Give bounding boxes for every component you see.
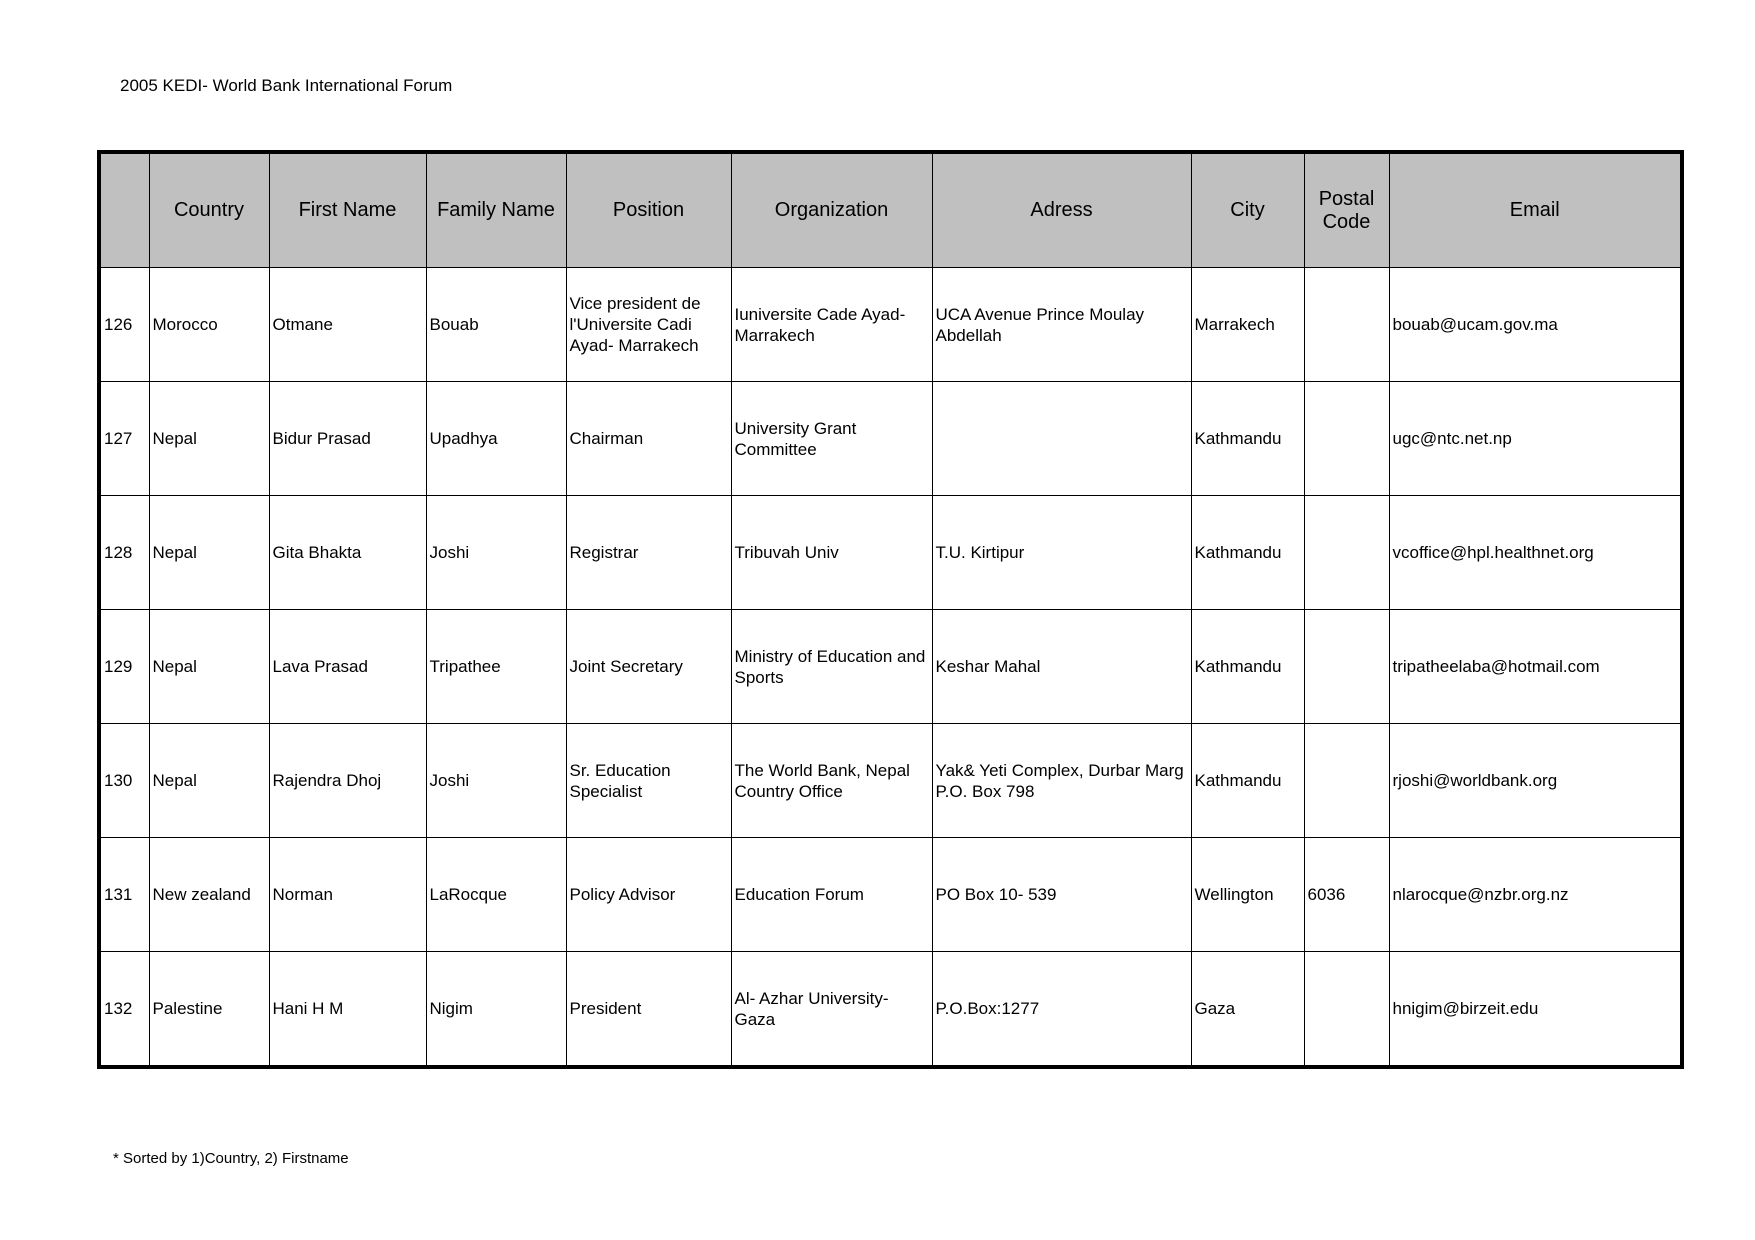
email-cell: tripatheelaba@hotmail.com	[1389, 610, 1682, 724]
organization-cell: Tribuvah Univ	[731, 496, 932, 610]
postal-code-cell	[1304, 724, 1389, 838]
postal-code-cell	[1304, 496, 1389, 610]
position-cell: Sr. Education Specialist	[566, 724, 731, 838]
address-cell: P.O.Box:1277	[932, 952, 1191, 1068]
city-cell: Kathmandu	[1191, 610, 1304, 724]
column-header-organization: Organization	[731, 152, 932, 268]
column-header-family-name: Family Name	[426, 152, 566, 268]
family-name-cell: LaRocque	[426, 838, 566, 952]
column-header-position: Position	[566, 152, 731, 268]
organization-cell: Iuniversite Cade Ayad- Marrakech	[731, 268, 932, 382]
position-cell: President	[566, 952, 731, 1068]
column-header-address: Adress	[932, 152, 1191, 268]
family-name-cell: Tripathee	[426, 610, 566, 724]
column-header-country: Country	[149, 152, 269, 268]
column-header-number	[99, 152, 149, 268]
address-cell	[932, 382, 1191, 496]
country-cell: Nepal	[149, 610, 269, 724]
row-number: 130	[99, 724, 149, 838]
country-cell: Nepal	[149, 496, 269, 610]
family-name-cell: Joshi	[426, 724, 566, 838]
table-row	[99, 610, 1682, 724]
table-row	[99, 382, 1682, 496]
city-cell: Kathmandu	[1191, 382, 1304, 496]
email-cell: vcoffice@hpl.healthnet.org	[1389, 496, 1682, 610]
address-cell: UCA Avenue Prince Moulay Abdellah	[932, 268, 1191, 382]
participant-table	[97, 150, 1684, 1069]
family-name-cell: Nigim	[426, 952, 566, 1068]
document-header-title: 2005 KEDI- World Bank International Forum	[120, 76, 453, 95]
postal-code-cell	[1304, 382, 1389, 496]
city-cell: Kathmandu	[1191, 496, 1304, 610]
organization-cell: The World Bank, Nepal Country Office	[731, 724, 932, 838]
first-name-cell: Gita Bhakta	[269, 496, 426, 610]
city-cell: Wellington	[1191, 838, 1304, 952]
position-cell: Registrar	[566, 496, 731, 610]
country-cell: Palestine	[149, 952, 269, 1068]
row-number: 129	[99, 610, 149, 724]
country-cell: Nepal	[149, 382, 269, 496]
column-header-postal-code: Postal Code	[1304, 152, 1389, 268]
email-cell: ugc@ntc.net.np	[1389, 382, 1682, 496]
column-header-email: Email	[1389, 152, 1682, 268]
footnote: * Sorted by 1)Country, 2) Firstname	[113, 1150, 349, 1167]
address-cell: Keshar Mahal	[932, 610, 1191, 724]
city-cell: Kathmandu	[1191, 724, 1304, 838]
organization-cell: Al- Azhar University- Gaza	[731, 952, 932, 1068]
row-number: 127	[99, 382, 149, 496]
address-cell: T.U. Kirtipur	[932, 496, 1191, 610]
email-cell: bouab@ucam.gov.ma	[1389, 268, 1682, 382]
email-cell: hnigim@birzeit.edu	[1389, 952, 1682, 1068]
family-name-cell: Bouab	[426, 268, 566, 382]
address-cell: PO Box 10- 539	[932, 838, 1191, 952]
position-cell: Chairman	[566, 382, 731, 496]
city-cell: Marrakech	[1191, 268, 1304, 382]
column-header-city: City	[1191, 152, 1304, 268]
first-name-cell: Hani H M	[269, 952, 426, 1068]
row-number: 128	[99, 496, 149, 610]
email-cell: rjoshi@worldbank.org	[1389, 724, 1682, 838]
first-name-cell: Rajendra Dhoj	[269, 724, 426, 838]
organization-cell: Ministry of Education and Sports	[731, 610, 932, 724]
country-cell: Nepal	[149, 724, 269, 838]
position-cell: Vice president de l'Universite Cadi Ayad- Marrakech	[566, 268, 731, 382]
email-cell: nlarocque@nzbr.org.nz	[1389, 838, 1682, 952]
city-cell: Gaza	[1191, 952, 1304, 1068]
position-cell: Joint Secretary	[566, 610, 731, 724]
family-name-cell: Joshi	[426, 496, 566, 610]
first-name-cell: Lava Prasad	[269, 610, 426, 724]
table-row	[99, 496, 1682, 610]
organization-cell: University Grant Committee	[731, 382, 932, 496]
column-header-first-name: First Name	[269, 152, 426, 268]
country-cell: Morocco	[149, 268, 269, 382]
organization-cell: Education Forum	[731, 838, 932, 952]
postal-code-cell	[1304, 952, 1389, 1068]
postal-code-cell	[1304, 610, 1389, 724]
first-name-cell: Otmane	[269, 268, 426, 382]
table-row	[99, 952, 1682, 1068]
row-number: 131	[99, 838, 149, 952]
table-row	[99, 838, 1682, 952]
table-row	[99, 724, 1682, 838]
family-name-cell: Upadhya	[426, 382, 566, 496]
first-name-cell: Bidur Prasad	[269, 382, 426, 496]
first-name-cell: Norman	[269, 838, 426, 952]
table-header-row	[99, 152, 1682, 268]
row-number: 126	[99, 268, 149, 382]
position-cell: Policy Advisor	[566, 838, 731, 952]
country-cell: New zealand	[149, 838, 269, 952]
row-number: 132	[99, 952, 149, 1068]
postal-code-cell: 6036	[1304, 838, 1389, 952]
postal-code-cell	[1304, 268, 1389, 382]
address-cell: Yak& Yeti Complex, Durbar Marg P.O. Box 798	[932, 724, 1191, 838]
table-row	[99, 268, 1682, 382]
